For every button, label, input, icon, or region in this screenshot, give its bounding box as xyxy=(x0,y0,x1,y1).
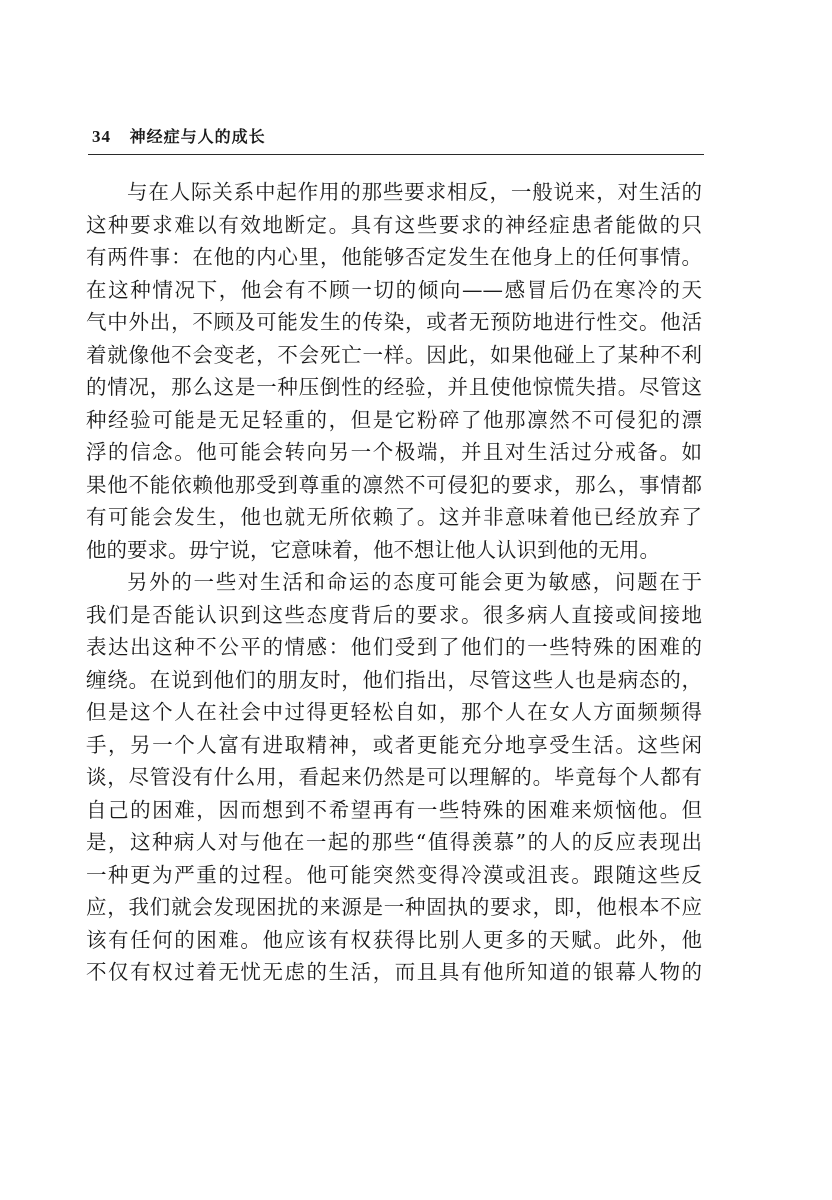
body-text xyxy=(86,176,702,989)
text-line: 浮的信念。他可能会转向另一个极端，并且对生活过分戒备。如 xyxy=(86,440,702,464)
text-line: 是，这种病人对与他在一起的那些“值得羡慕”的人的反应表现出 xyxy=(86,830,702,854)
book-title: 神经症与人的成长 xyxy=(129,127,266,146)
page-number: 34 xyxy=(92,127,111,146)
text-line: 谈，尽管没有什么用，看起来仍然是可以理解的。毕竟每个人都有 xyxy=(86,765,702,789)
text-line: 种经验可能是无足轻重的，但是它粉碎了他那凛然不可侵犯的漂 xyxy=(86,407,702,432)
text-line: 果他不能依赖他那受到尊重的凛然不可侵犯的要求，那么，事情都 xyxy=(86,472,702,497)
text-line: 有两件事：在他的内心里，他能够否定发生在他身上的任何事情。 xyxy=(86,245,702,269)
text-line: 气中外出，不顾及可能发生的传染，或者无预防地进行性交。他活 xyxy=(86,310,702,334)
header-rule xyxy=(88,154,704,155)
text-line: 另外的一些对生活和命运的态度可能会更为敏感，问题在于 xyxy=(127,570,702,594)
text-line: 一种更为严重的过程。他可能突然变得冷漠或沮丧。跟随这些反 xyxy=(86,862,702,887)
text-line: 但是这个人在社会中过得更轻松自如，那个人在女人方面频频得 xyxy=(86,700,702,724)
text-line: 不仅有权过着无忧无虑的生活，而且具有他所知道的银幕人物的 xyxy=(86,960,702,984)
text-line: 这种要求难以有效地断定。具有这些要求的神经症患者能做的只 xyxy=(86,212,702,237)
text-line: 着就像他不会变老，不会死亡一样。因此，如果他碰上了某种不利 xyxy=(86,342,702,367)
text-line: 有可能会发生，他也就无所依赖了。这并非意味着他已经放弃了 xyxy=(86,505,702,529)
text-line: 与在人际关系中起作用的那些要求相反，一般说来，对生活的 xyxy=(127,180,702,204)
text-line: 表达出这种不公平的情感：他们受到了他们的一些特殊的困难的 xyxy=(86,635,702,659)
text-line: 缠绕。在说到他们的朋友时，他们指出，尽管这些人也是病态的， xyxy=(86,667,702,692)
text-line: 在这种情况下，他会有不顾一切的倾向——感冒后仍在寒冷的天 xyxy=(86,277,702,302)
text-line: 自己的困难，因而想到不希望再有一些特殊的困难来烦恼他。但 xyxy=(86,797,702,822)
text-line: 应，我们就会发现困扰的来源是一种固执的要求，即，他根本不应 xyxy=(86,895,702,919)
text-line: 的情况，那么这是一种压倒性的经验，并且使他惊慌失措。尽管这 xyxy=(86,375,702,399)
text-line: 该有任何的困难。他应该有权获得比别人更多的天赋。此外，他 xyxy=(86,927,702,952)
text-line: 手，另一个人富有进取精神，或者更能充分地享受生活。这些闲 xyxy=(86,732,702,757)
text-line: 我们是否能认识到这些态度背后的要求。很多病人直接或间接地 xyxy=(86,602,702,627)
text-line: 他的要求。毋宁说，它意味着，他不想让他人认识到他的无用。 xyxy=(86,537,660,562)
running-header xyxy=(92,124,266,147)
